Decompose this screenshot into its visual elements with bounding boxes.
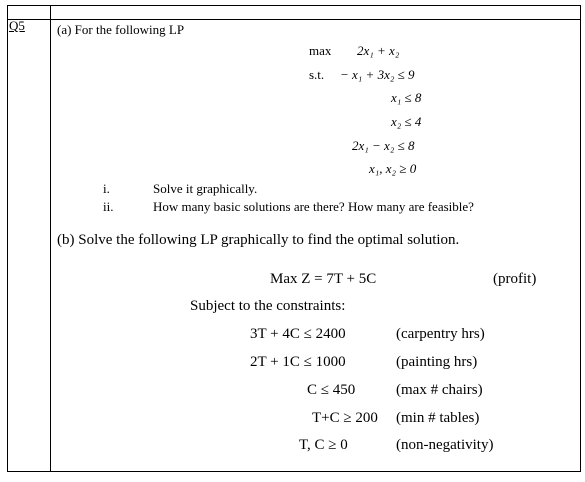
constraint-b-1-note: (carpentry hrs) [396, 326, 485, 342]
part-b-intro: (b) Solve the following LP graphically to find the optimal solution. [57, 232, 460, 248]
constraint-b-1: 3T + 4C ≤ 2400 [250, 326, 346, 342]
part-a-intro: (a) For the following LP [57, 22, 185, 37]
part-b-objective: Max Z = 7T + 5C [270, 271, 377, 287]
task-ii-number: ii. [103, 199, 114, 214]
constraint-b-3-note: (max # chairs) [396, 382, 483, 398]
constraint-b-2: 2T + 1C ≤ 1000 [250, 354, 346, 370]
part-b-objective-note: (profit) [493, 271, 537, 287]
constraint-b-4-note: (min # tables) [396, 410, 480, 426]
constraint-a-1: − x₁ + 3x₂ ≤ 9 [340, 67, 415, 82]
question-label: Q5 [9, 18, 25, 33]
constraint-b-4: T+C ≥ 200 [312, 410, 378, 426]
constraint-b-5: T, C ≥ 0 [299, 437, 348, 453]
constraint-a-2: x₁ ≤ 8 [391, 90, 422, 105]
constraint-b-3: C ≤ 450 [307, 382, 356, 398]
column-divider [50, 6, 51, 471]
task-i-text: Solve it graphically. [153, 181, 258, 196]
task-ii-text: How many basic solutions are there? How many are feasible? [153, 199, 474, 214]
st-keyword: s.t. [309, 67, 325, 82]
constraint-b-2-note: (painting hrs) [396, 354, 478, 370]
constraint-a-5: x₁, x₂ ≥ 0 [369, 161, 417, 176]
header-row-divider [8, 19, 580, 20]
constraint-a-3: x₂ ≤ 4 [391, 114, 422, 129]
objective-expression: 2x₁ + x₂ [357, 43, 400, 58]
constraint-b-5-note: (non-negativity) [396, 437, 494, 453]
subject-to-label: Subject to the constraints: [190, 298, 346, 314]
objective-keyword: max [309, 43, 332, 58]
task-i-number: i. [103, 181, 110, 196]
constraint-a-4: 2x₁ − x₂ ≤ 8 [352, 138, 415, 153]
